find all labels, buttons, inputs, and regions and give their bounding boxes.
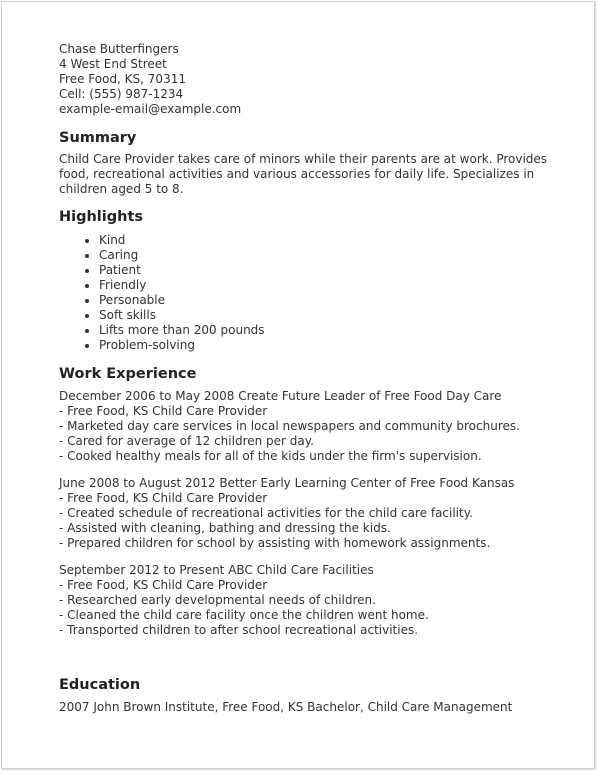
highlights-list	[59, 233, 579, 353]
job-header: December 2006 to May 2008 Create Future Leader of Free Food Day Care	[59, 389, 502, 403]
education-text: 2007 John Brown Institute, Free Food, KS Bachelor, Child Care Management	[59, 700, 513, 714]
summary-text: Child Care Provider takes care of minors while their parents are at work. Provides food, recreational activities and various accessories for daily life. Specializes in children aged 5 to 8.	[59, 152, 548, 196]
highlight-item: • Soft skills	[99, 308, 579, 323]
job-line: - Assisted with cleaning, bathing and dressing the kids.	[59, 521, 391, 535]
summary-heading: Summary	[59, 130, 137, 146]
job-entry	[59, 563, 579, 638]
job-line: - Researched early developmental needs of children.	[59, 593, 376, 607]
highlights-heading: Highlights	[59, 209, 144, 225]
job-line: - Marketed day care services in local newspapers and community brochures.	[59, 419, 520, 433]
job-entry	[59, 389, 579, 464]
highlight-item: • Personable	[99, 293, 579, 308]
work-experience-heading: Work Experience	[59, 366, 197, 382]
highlight-item: • Patient	[99, 263, 579, 278]
resume-page	[1, 1, 595, 769]
job-line: - Free Food, KS Child Care Provider	[59, 404, 268, 418]
job-header: June 2008 to August 2012 Better Early Learning Center of Free Food Kansas	[59, 476, 515, 490]
job-line: - Prepared children for school by assisting with homework assignments.	[59, 536, 491, 550]
contact-street: 4 West End Street	[59, 57, 167, 71]
job-entry	[59, 476, 579, 551]
contact-block	[59, 42, 579, 117]
highlight-item: • Problem-solving	[99, 338, 579, 353]
job-line: - Cooked healthy meals for all of the kids under the firm's supervision.	[59, 449, 482, 463]
contact-phone: Cell: (555) 987-1234	[59, 87, 184, 101]
job-line: - Cared for average of 12 children per day.	[59, 434, 314, 448]
job-line: - Transported children to after school recreational activities.	[59, 623, 419, 637]
highlight-item: • Kind	[99, 233, 579, 248]
job-line: - Free Food, KS Child Care Provider	[59, 578, 268, 592]
job-line: - Cleaned the child care facility once the children went home.	[59, 608, 429, 622]
job-line: - Created schedule of recreational activities for the child care facility.	[59, 506, 473, 520]
contact-email: example-email@example.com	[59, 102, 242, 116]
contact-city: Free Food, KS, 70311	[59, 72, 186, 86]
highlight-item: • Lifts more than 200 pounds	[99, 323, 579, 338]
resume-content	[59, 42, 579, 715]
highlight-item: • Friendly	[99, 278, 579, 293]
highlight-item: • Caring	[99, 248, 579, 263]
contact-name: Chase Butterfingers	[59, 42, 179, 56]
education-heading: Education	[59, 677, 141, 693]
job-header: September 2012 to Present ABC Child Care Facilities	[59, 563, 374, 577]
job-line: - Free Food, KS Child Care Provider	[59, 491, 268, 505]
